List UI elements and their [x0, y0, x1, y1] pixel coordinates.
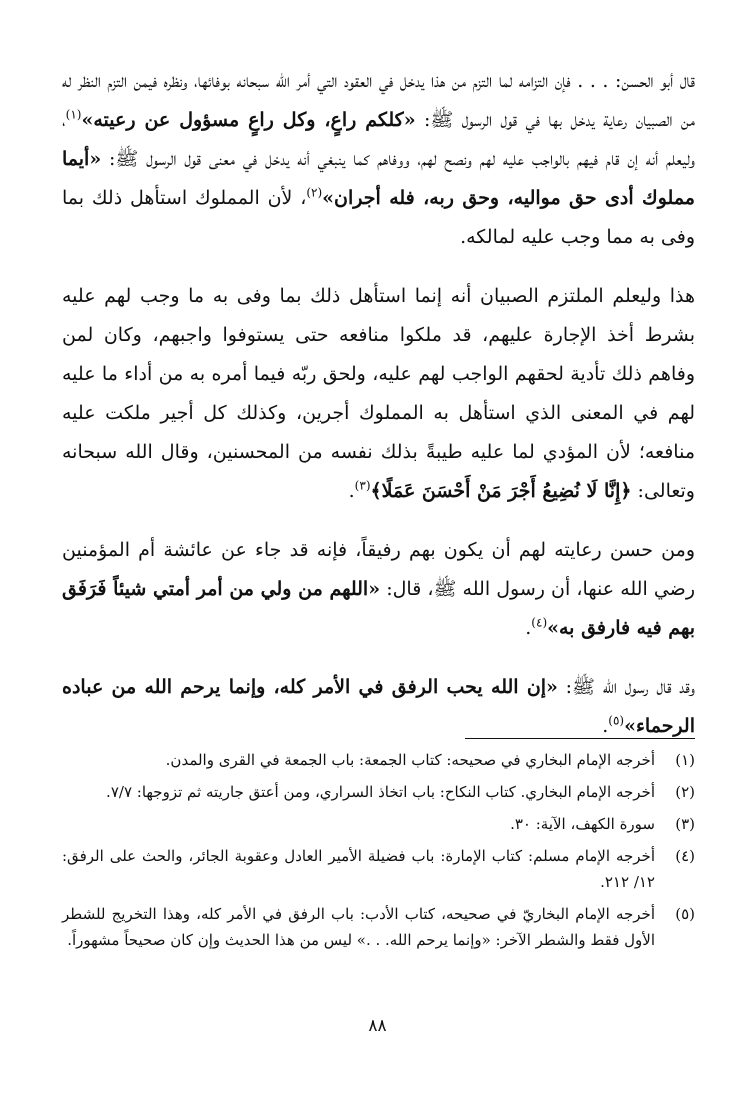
- footnote-ref: (١): [65, 107, 82, 122]
- paragraph-text: هذا وليعلم الملتزم الصبيان أنه إنما استأهل ذلك بما وفى به ما وجب لهم عليه بشرط أخذ الإجارة عليهم، قد ملكوا منافعه حتى يستوفوا واجبهم، وكان لمن وفاهم ذلك تأدية لحقهم الواجب لهم عليه، ولحق ربّه فيما أمره به من أداء ما عليه لهم في المعنى الذي استأهل به المملوك أجرين، وكذلك كل أجير ملكت عليه منافعه؛ لأن المؤدي لما عليه طيبةً بذلك نفسه من المحسنين، وقال الله سبحانه وتعالى:: [62, 285, 695, 502]
- hadith-quote: «إن الله يحب الرفق في الأمر كله، وإنما يرحم الله من عباده الرحماء»: [62, 676, 695, 737]
- footnote-text: سورة الكهف، الآية: ٣٠.: [510, 815, 655, 833]
- paragraph-text: ، لأن المملوك استأهل ذلك بما وفى به مما وجب عليه لمالكه.: [62, 187, 695, 248]
- footnote-ref: (٢): [306, 185, 323, 200]
- footnote-item: [62, 843, 695, 895]
- paragraph-text: وقد قال رسول الله ﷺ:: [557, 676, 695, 698]
- paragraph-text: .: [525, 617, 532, 639]
- footnote-divider: [465, 738, 695, 739]
- paragraph-3: [62, 531, 695, 648]
- hadith-quote: «اللهم من ولي من أمر أمتي شيئاً فَرَفَق بهم فيه فارفق به»: [62, 578, 695, 639]
- paragraph-2: [62, 277, 695, 511]
- footnote-item: [62, 747, 695, 773]
- paragraph-text: .: [602, 715, 609, 737]
- footnote-number: (٤): [675, 847, 695, 865]
- footnote-item: [62, 811, 695, 837]
- hadith-quote: «كلكم راعٍ، وكل راعٍ مسؤول عن رعيته»: [81, 109, 416, 131]
- footnotes-section: [62, 738, 695, 959]
- page-number: ٨٨: [368, 1016, 387, 1036]
- paragraph-text: قال أبو الحسن: . . . فإن التزامه لما التزم من هذا يدخل في العقود التي أمر الله سبحانه بوفائها، ونظره فيمن التزم النظر له من الصبيان رعاية يدخل بها في قول الرسول ﷺ:: [62, 70, 695, 131]
- footnote-text: أخرجه الإمام مسلم: كتاب الإمارة: باب فضيلة الأمير العادل وعقوبة الجائر، والحث على الرفق: ١٢/ ٢١٢.: [62, 847, 655, 891]
- footnote-number: (٢): [675, 783, 695, 801]
- footnote-number: (٣): [675, 815, 695, 833]
- quran-verse: ﴿إِنَّا لَا نُضِيعُ أَجْرَ مَنْ أَحْسَنَ عَمَلًا﴾: [370, 480, 632, 502]
- paragraph-text: ، وليعلم أنه إن قام فيهم بالواجب عليه لهم ونصح لهم، ووفاهم كما ينبغي أنه يدخل في معنى قول الرسول ﷺ:: [62, 109, 695, 170]
- footnote-item: [62, 779, 695, 805]
- hadith-quote: «أيما مملوك أدى حق مواليه، وحق ربه، فله أجران»: [62, 148, 695, 209]
- footnote-ref: (٤): [531, 615, 548, 630]
- footnote-item: [62, 901, 695, 953]
- paragraph-text: ومن حسن رعايته لهم أن يكون بهم رفيقاً، فإنه قد جاء عن عائشة أم المؤمنين رضي الله عنها، أن رسول الله ﷺ، قال:: [62, 539, 695, 600]
- paragraph-4: [62, 668, 695, 746]
- footnote-text: أخرجه الإمام البخاريّ في صحيحه، كتاب الأدب: باب الرفق في الأمر كله، وهذا التخريج للشطر الأول فقط والشطر الآخر: «وإنما يرحم الله. . .» ليس من هذا الحديث وإن كان صحيحاً مشهوراً.: [62, 905, 655, 949]
- footnote-text: أخرجه الإمام البخاري في صحيحه: كتاب الجمعة: باب الجمعة في القرى والمدن.: [165, 751, 655, 769]
- footnote-ref: (٥): [608, 713, 625, 728]
- footnote-number: (٥): [675, 905, 695, 923]
- paragraph-text: .: [348, 480, 355, 502]
- footnote-ref: (٣): [354, 478, 371, 493]
- footnote-text: أخرجه الإمام البخاري. كتاب النكاح: باب اتخاذ السراري، ومن أعتق جاريته ثم تزوجها: ٧/٧.: [106, 783, 655, 801]
- paragraph-1: [62, 62, 695, 257]
- footnote-number: (١): [675, 751, 695, 769]
